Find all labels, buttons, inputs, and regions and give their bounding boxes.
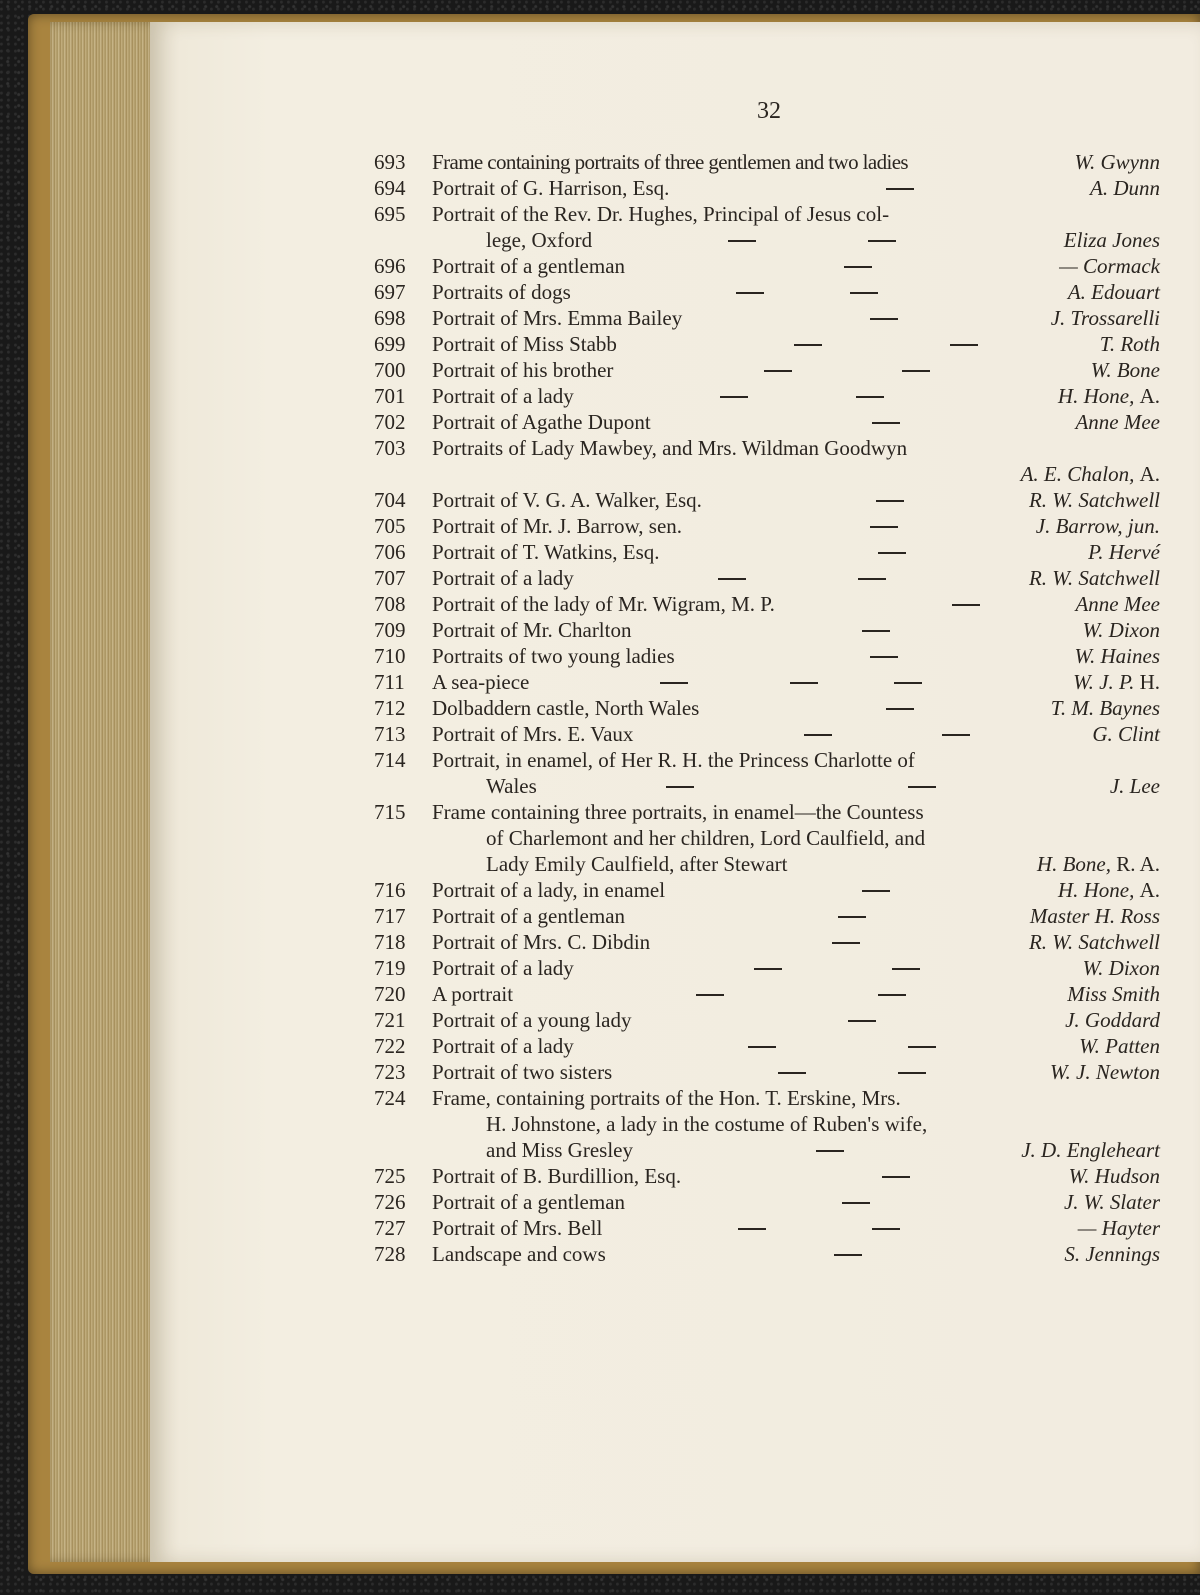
dash bbox=[898, 1072, 926, 1074]
entry-number: 701 bbox=[374, 384, 406, 408]
entry-number: 698 bbox=[374, 306, 406, 330]
dash bbox=[950, 344, 978, 346]
dash bbox=[894, 682, 922, 684]
page-number: 32 bbox=[757, 98, 781, 124]
entry-title: Portrait of Mr. Charlton bbox=[432, 618, 632, 642]
entry-711 bbox=[0, 669, 1200, 695]
dash bbox=[878, 552, 906, 554]
entry-artist: W. Gwynn bbox=[1074, 150, 1160, 174]
dash bbox=[748, 1046, 776, 1048]
dash bbox=[850, 292, 878, 294]
dash bbox=[886, 708, 914, 710]
artist-name: H. Hone, bbox=[1057, 878, 1135, 902]
entry-artist: S. Jennings bbox=[1064, 1242, 1160, 1266]
dash bbox=[754, 968, 782, 970]
entry-title: A sea-piece bbox=[432, 670, 530, 694]
entry-artist: — Hayter bbox=[1077, 1216, 1160, 1240]
entry-703 bbox=[0, 435, 1200, 461]
entry-artist bbox=[1037, 851, 1160, 877]
entry-title: Portrait of B. Burdillion, Esq. bbox=[432, 1164, 682, 1188]
entry-number: 725 bbox=[374, 1164, 406, 1188]
artist-suffix: A. bbox=[1139, 462, 1160, 486]
entry-number: 693 bbox=[374, 150, 406, 174]
dash bbox=[876, 500, 904, 502]
entry-title: Portrait of a gentleman bbox=[432, 1190, 626, 1214]
entry-title: Portrait of V. G. A. Walker, Esq. bbox=[432, 488, 702, 512]
entry-title: Portrait of a young lady bbox=[432, 1008, 632, 1032]
dash bbox=[902, 370, 930, 372]
artist-suffix: H. bbox=[1139, 670, 1160, 694]
entry-title: Portrait, in enamel, of Her R. H. the Princess Charlotte of bbox=[432, 748, 915, 772]
entry-artist: J. W. Slater bbox=[1063, 1190, 1160, 1214]
entry-title: Portrait of Miss Stabb bbox=[432, 332, 617, 356]
dash bbox=[832, 942, 860, 944]
entry-artist: R. W. Satchwell bbox=[1028, 566, 1160, 590]
artist-name: W. J. P. bbox=[1073, 670, 1135, 694]
entry-title-continued: of Charlemont and her children, Lord Caulfield, and bbox=[486, 826, 926, 850]
entry-number: 722 bbox=[374, 1034, 406, 1058]
entry-number: 702 bbox=[374, 410, 406, 434]
entry-number: 720 bbox=[374, 982, 406, 1006]
entry-704 bbox=[0, 487, 1200, 513]
entry-artist: J. Barrow, jun. bbox=[1035, 514, 1160, 538]
entry-title-continued: Wales bbox=[486, 774, 537, 798]
dash bbox=[660, 682, 688, 684]
entry-title: Portraits of two young ladies bbox=[432, 644, 675, 668]
entry-number: 723 bbox=[374, 1060, 406, 1084]
entry-title-continued: H. Johnstone, a lady in the costume of Ruben's wife, bbox=[486, 1112, 928, 1136]
dash bbox=[868, 240, 896, 242]
entry-artist: J. Lee bbox=[1109, 774, 1160, 798]
entry-693 bbox=[0, 149, 1200, 175]
entry-number: 717 bbox=[374, 904, 406, 928]
dash bbox=[794, 344, 822, 346]
dash bbox=[870, 318, 898, 320]
artist-name: A. E. Chalon, bbox=[1020, 462, 1135, 486]
entry-number: 704 bbox=[374, 488, 406, 512]
entry-title: Portrait of G. Harrison, Esq. bbox=[432, 176, 670, 200]
dash bbox=[862, 630, 890, 632]
entry-title: Portrait of Mrs. Emma Bailey bbox=[432, 306, 683, 330]
entry-number: 699 bbox=[374, 332, 406, 356]
entry-title: Portrait of a lady bbox=[432, 956, 574, 980]
artist-name: H. Hone, bbox=[1057, 384, 1135, 408]
entry-title: Portrait of the lady of Mr. Wigram, M. P. bbox=[432, 592, 775, 616]
entry-artist: R. W. Satchwell bbox=[1028, 488, 1160, 512]
entry-artist bbox=[1058, 877, 1160, 903]
entry-title: Portrait of Mrs. Bell bbox=[432, 1216, 603, 1240]
entry-artist: A. Edouart bbox=[1067, 280, 1160, 304]
artist-suffix: A. bbox=[1139, 878, 1160, 902]
entry-724-continued bbox=[0, 1111, 1200, 1137]
entry-number: 718 bbox=[374, 930, 406, 954]
dash bbox=[862, 890, 890, 892]
entry-724 bbox=[0, 1085, 1200, 1111]
entry-title: Portrait of T. Watkins, Esq. bbox=[432, 540, 660, 564]
entry-title: Portrait of the Rev. Dr. Hughes, Principal of Jesus col- bbox=[432, 202, 890, 226]
entry-title: Landscape and cows bbox=[432, 1242, 606, 1266]
dash bbox=[878, 994, 906, 996]
entry-number: 706 bbox=[374, 540, 406, 564]
dash bbox=[842, 1202, 870, 1204]
entry-number: 709 bbox=[374, 618, 406, 642]
entry-714 bbox=[0, 747, 1200, 773]
entry-artist: J. Trossarelli bbox=[1050, 306, 1160, 330]
entry-number: 726 bbox=[374, 1190, 406, 1214]
entry-695-continued bbox=[0, 227, 1200, 253]
entry-artist: Miss Smith bbox=[1067, 982, 1160, 1006]
dash bbox=[870, 656, 898, 658]
dash bbox=[848, 1020, 876, 1022]
entry-number: 696 bbox=[374, 254, 406, 278]
entry-number: 728 bbox=[374, 1242, 406, 1266]
entry-714-continued bbox=[0, 773, 1200, 799]
dash bbox=[908, 786, 936, 788]
dash bbox=[872, 422, 900, 424]
entry-701 bbox=[0, 383, 1200, 409]
entry-number: 713 bbox=[374, 722, 406, 746]
dash bbox=[718, 578, 746, 580]
dash bbox=[778, 1072, 806, 1074]
dash bbox=[886, 188, 914, 190]
entry-title: Portrait of Mrs. E. Vaux bbox=[432, 722, 634, 746]
dash bbox=[666, 786, 694, 788]
entry-title: Portrait of a lady bbox=[432, 384, 574, 408]
entry-artist: W. Dixon bbox=[1082, 956, 1160, 980]
entry-number: 710 bbox=[374, 644, 406, 668]
entry-title: Portrait of Mr. J. Barrow, sen. bbox=[432, 514, 683, 538]
entry-number: 727 bbox=[374, 1216, 406, 1240]
entry-artist: A. Dunn bbox=[1090, 176, 1160, 200]
entry-721 bbox=[0, 1007, 1200, 1033]
entry-number: 712 bbox=[374, 696, 406, 720]
entry-title: Portrait of a gentleman bbox=[432, 254, 626, 278]
entry-698 bbox=[0, 305, 1200, 331]
entry-artist: W. Haines bbox=[1074, 644, 1160, 668]
entry-title-continued: lege, Oxford bbox=[486, 228, 593, 252]
entry-715-continued-2 bbox=[0, 851, 1200, 877]
entry-719 bbox=[0, 955, 1200, 981]
entry-artist: R. W. Satchwell bbox=[1028, 930, 1160, 954]
entry-710 bbox=[0, 643, 1200, 669]
entry-title: Portrait of a lady, in enamel bbox=[432, 878, 666, 902]
entry-696 bbox=[0, 253, 1200, 279]
dash bbox=[844, 266, 872, 268]
dash bbox=[856, 396, 884, 398]
dash bbox=[834, 1254, 862, 1256]
entry-title-continued: and Miss Gresley bbox=[486, 1138, 633, 1162]
entry-number: 708 bbox=[374, 592, 406, 616]
entry-726 bbox=[0, 1189, 1200, 1215]
artist-suffix: R. A. bbox=[1116, 852, 1160, 876]
entry-718 bbox=[0, 929, 1200, 955]
entry-number: 703 bbox=[374, 436, 406, 460]
entry-artist: Anne Mee bbox=[1075, 410, 1160, 434]
entry-694 bbox=[0, 175, 1200, 201]
entry-697 bbox=[0, 279, 1200, 305]
entry-695 bbox=[0, 201, 1200, 227]
entry-title: Dolbaddern castle, North Wales bbox=[432, 696, 700, 720]
entry-title: Portrait of a gentleman bbox=[432, 904, 626, 928]
entry-title: Portrait of a lady bbox=[432, 1034, 574, 1058]
entry-artist: Master H. Ross bbox=[1029, 904, 1160, 928]
entry-artist: T. Roth bbox=[1099, 332, 1160, 356]
entry-723 bbox=[0, 1059, 1200, 1085]
entry-724-continued-2 bbox=[0, 1137, 1200, 1163]
entry-722 bbox=[0, 1033, 1200, 1059]
entry-number: 721 bbox=[374, 1008, 406, 1032]
entry-artist: W. Patten bbox=[1079, 1034, 1160, 1058]
dash bbox=[816, 1150, 844, 1152]
entry-artist: T. M. Baynes bbox=[1050, 696, 1160, 720]
entry-number: 707 bbox=[374, 566, 406, 590]
entry-number: 716 bbox=[374, 878, 406, 902]
entry-720 bbox=[0, 981, 1200, 1007]
entry-artist: P. Hervé bbox=[1088, 540, 1160, 564]
entry-title: Frame containing portraits of three gentlemen and two ladies bbox=[432, 150, 909, 174]
entry-706 bbox=[0, 539, 1200, 565]
entry-title: Frame, containing portraits of the Hon. T. Erskine, Mrs. bbox=[432, 1086, 901, 1110]
dash bbox=[728, 240, 756, 242]
entry-number: 695 bbox=[374, 202, 406, 226]
entry-728 bbox=[0, 1241, 1200, 1267]
entry-number: 694 bbox=[374, 176, 406, 200]
dash bbox=[908, 1046, 936, 1048]
entry-708 bbox=[0, 591, 1200, 617]
entry-title: A portrait bbox=[432, 982, 514, 1006]
dash bbox=[942, 734, 970, 736]
dash bbox=[872, 1228, 900, 1230]
entry-title: Portraits of dogs bbox=[432, 280, 571, 304]
entry-702 bbox=[0, 409, 1200, 435]
entry-artist bbox=[1073, 669, 1160, 695]
dash bbox=[892, 968, 920, 970]
entry-705 bbox=[0, 513, 1200, 539]
dash bbox=[882, 1176, 910, 1178]
entry-727 bbox=[0, 1215, 1200, 1241]
entry-number: 697 bbox=[374, 280, 406, 304]
entry-artist: Anne Mee bbox=[1075, 592, 1160, 616]
dash bbox=[952, 604, 980, 606]
entry-artist: W. J. Newton bbox=[1049, 1060, 1160, 1084]
dash bbox=[696, 994, 724, 996]
entry-artist: J. Goddard bbox=[1065, 1008, 1160, 1032]
dash bbox=[720, 396, 748, 398]
entry-title: Portrait of Mrs. C. Dibdin bbox=[432, 930, 651, 954]
entry-title: Portrait of two sisters bbox=[432, 1060, 613, 1084]
entry-707 bbox=[0, 565, 1200, 591]
entry-number: 714 bbox=[374, 748, 406, 772]
entry-717 bbox=[0, 903, 1200, 929]
entry-715 bbox=[0, 799, 1200, 825]
dash bbox=[790, 682, 818, 684]
entry-number: 715 bbox=[374, 800, 406, 824]
entry-artist: Eliza Jones bbox=[1063, 228, 1160, 252]
entry-title: Portrait of his brother bbox=[432, 358, 614, 382]
artist-name: H. Bone, bbox=[1036, 852, 1111, 876]
entry-700 bbox=[0, 357, 1200, 383]
entry-712 bbox=[0, 695, 1200, 721]
entry-artist: W. Dixon bbox=[1082, 618, 1160, 642]
entry-title: Frame containing three portraits, in enamel—the Countess bbox=[432, 800, 924, 824]
dash bbox=[858, 578, 886, 580]
entry-703-continued bbox=[0, 461, 1200, 487]
dash bbox=[764, 370, 792, 372]
entry-number: 724 bbox=[374, 1086, 406, 1110]
dash bbox=[838, 916, 866, 918]
entry-artist: J. D. Engleheart bbox=[1021, 1138, 1160, 1162]
entry-title: Portraits of Lady Mawbey, and Mrs. Wildman Goodwyn bbox=[432, 436, 908, 460]
entry-713 bbox=[0, 721, 1200, 747]
entry-title-continued: Lady Emily Caulfield, after Stewart bbox=[486, 852, 788, 876]
dash bbox=[870, 526, 898, 528]
dash bbox=[736, 292, 764, 294]
entry-709 bbox=[0, 617, 1200, 643]
artist-suffix: A. bbox=[1139, 384, 1160, 408]
entry-716 bbox=[0, 877, 1200, 903]
dash bbox=[804, 734, 832, 736]
entry-artist bbox=[1058, 383, 1160, 409]
dash bbox=[738, 1228, 766, 1230]
entry-number: 719 bbox=[374, 956, 406, 980]
entry-715-continued bbox=[0, 825, 1200, 851]
entry-title: Portrait of Agathe Dupont bbox=[432, 410, 651, 434]
entry-title: Portrait of a lady bbox=[432, 566, 574, 590]
entry-number: 700 bbox=[374, 358, 406, 382]
entry-artist: W. Bone bbox=[1090, 358, 1160, 382]
entry-artist: W. Hudson bbox=[1068, 1164, 1160, 1188]
entry-number: 705 bbox=[374, 514, 406, 538]
entry-artist: — Cormack bbox=[1059, 254, 1160, 278]
entry-artist bbox=[1021, 461, 1160, 487]
entry-artist: G. Clint bbox=[1092, 722, 1160, 746]
entry-number: 711 bbox=[374, 670, 405, 694]
entry-725 bbox=[0, 1163, 1200, 1189]
entry-699 bbox=[0, 331, 1200, 357]
